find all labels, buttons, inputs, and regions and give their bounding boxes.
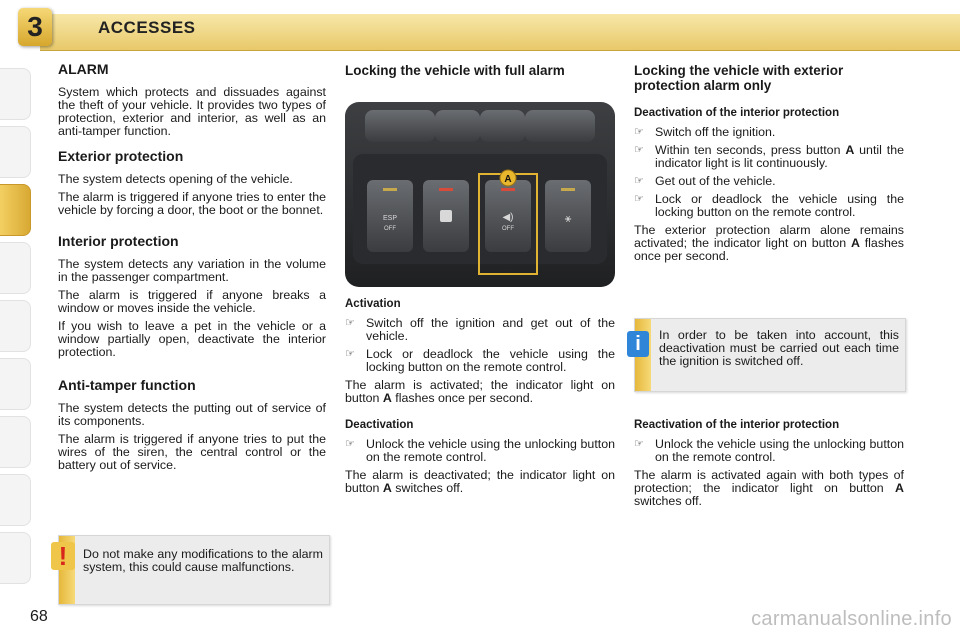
side-tab[interactable] bbox=[0, 126, 31, 178]
side-tab[interactable] bbox=[0, 416, 31, 468]
pointing-hand-bullet-icon: ☞ bbox=[634, 438, 644, 450]
interior-text-2: The alarm is triggered if anyone breaks a window or moves inside the vehicle. bbox=[58, 288, 326, 315]
alarm-speaker-icon: ◀) bbox=[502, 212, 514, 223]
deactivation-interior-heading: Deactivation of the interior protection bbox=[634, 107, 840, 119]
pointing-hand-bullet-icon: ☞ bbox=[345, 317, 355, 329]
warning-exclamation-icon: ! bbox=[51, 542, 75, 570]
alarm-intro: System which protects and dissuades against the theft of your vehicle. It provides two types of protection, exterior and interior, as well as an anti-tamper function. bbox=[58, 85, 326, 138]
side-tab[interactable] bbox=[0, 474, 31, 526]
side-tab[interactable] bbox=[0, 300, 31, 352]
deact-result: The exterior protection alarm alone remains activated; the indicator light on button A flashes once per second. bbox=[634, 223, 904, 263]
info-i-icon: i bbox=[627, 331, 649, 357]
exterior-text-1: The system detects opening of the vehicle. bbox=[58, 172, 293, 186]
full-alarm-heading: Locking the vehicle with full alarm bbox=[345, 63, 565, 78]
deact-step-1: ☞ Switch off the ignition. bbox=[634, 125, 776, 139]
side-tab[interactable] bbox=[0, 242, 31, 294]
deact-step-2: ☞ Within ten seconds, press button A until the indicator light is lit continuously. bbox=[634, 143, 904, 170]
top-button-recirculation bbox=[480, 110, 525, 142]
deact-step-4: ☞ Lock or deadlock the vehicle using the locking button on the remote control. bbox=[634, 192, 904, 219]
pointing-hand-bullet-icon: ☞ bbox=[634, 126, 644, 138]
interior-heading: Interior protection bbox=[58, 233, 179, 249]
deact-step-3: ☞ Get out of the vehicle. bbox=[634, 174, 776, 188]
activation-step-1: ☞ Switch off the ignition and get out of the vehicle. bbox=[345, 316, 615, 343]
column-middle-lower bbox=[345, 298, 615, 500]
warning-callout bbox=[58, 535, 330, 605]
chapter-number-badge: 3 bbox=[18, 8, 52, 46]
exterior-heading: Exterior protection bbox=[58, 148, 184, 164]
alarm-heading: ALARM bbox=[58, 61, 109, 77]
section-title: ACCESSES bbox=[98, 18, 196, 37]
top-button-fan bbox=[435, 110, 480, 142]
pointing-hand-bullet-icon: ☞ bbox=[345, 438, 355, 450]
interior-text-1: The system detects any variation in the volume in the passenger compartment. bbox=[58, 257, 326, 284]
column-middle bbox=[345, 63, 615, 87]
info-text: In order to be taken into account, this deactivation must be carried out each time the ignition is switched off. bbox=[659, 328, 899, 368]
reactivation-heading: Reactivation of the interior protection bbox=[634, 419, 840, 431]
pointing-hand-bullet-icon: ☞ bbox=[345, 348, 355, 360]
warning-text: Do not make any modifications to the alarm system, this could cause malfunctions. bbox=[83, 547, 323, 574]
watermark: carmanualsonline.info bbox=[751, 608, 952, 630]
padlock-icon bbox=[440, 210, 452, 222]
pointing-hand-bullet-icon: ☞ bbox=[634, 175, 644, 187]
pointing-hand-bullet-icon: ☞ bbox=[634, 193, 644, 205]
page-number: 68 bbox=[30, 608, 48, 625]
deactivation-heading: Deactivation bbox=[345, 419, 414, 431]
antitamper-text-1: The system detects the putting out of service of its components. bbox=[58, 401, 326, 428]
exterior-text-2: The alarm is triggered if anyone tries to enter the vehicle by forcing a door, the boot or the bonnet. bbox=[58, 190, 326, 217]
column-left bbox=[58, 63, 326, 477]
react-step-1: ☞ Unlock the vehicle using the unlocking button on the remote control. bbox=[634, 437, 904, 464]
button-a-label: A bbox=[504, 174, 512, 185]
react-result: The alarm is activated again with both types of protection; the indicator light on button A switches off. bbox=[634, 468, 904, 508]
side-tab-active[interactable] bbox=[0, 184, 31, 236]
antitamper-heading: Anti-tamper function bbox=[58, 377, 196, 393]
exterior-alarm-heading: Locking the vehicle with exterior protection alarm only bbox=[634, 63, 844, 93]
interior-text-3: If you wish to leave a pet in the vehicle or a window partially open, deactivate the interior protection. bbox=[58, 319, 326, 359]
activation-heading: Activation bbox=[345, 298, 401, 310]
esp-label: ESP bbox=[382, 215, 398, 222]
alarm-off-label: OFF bbox=[502, 226, 514, 232]
side-tab[interactable] bbox=[0, 68, 31, 120]
alarm-button-panel-illustration bbox=[345, 102, 615, 287]
esp-off-label: OFF bbox=[384, 226, 396, 232]
deactivation-result: The alarm is deactivated; the indicator light on button A switches off. bbox=[345, 468, 615, 495]
top-button-defrost bbox=[365, 110, 435, 142]
antitamper-text-2: The alarm is triggered if anyone tries to put the wires of the siren, the central control or the battery out of service. bbox=[58, 432, 326, 472]
activation-result: The alarm is activated; the indicator light on button A flashes once per second. bbox=[345, 378, 615, 405]
pointing-hand-bullet-icon: ☞ bbox=[634, 144, 644, 156]
column-right bbox=[634, 63, 904, 268]
activation-step-2: ☞ Lock or deadlock the vehicle using the locking button on the remote control. bbox=[345, 347, 615, 374]
deactivation-step-1: ☞ Unlock the vehicle using the unlocking button on the remote control. bbox=[345, 437, 615, 464]
column-right-lower bbox=[634, 419, 904, 513]
top-button-rear-defrost bbox=[525, 110, 595, 142]
side-tab[interactable] bbox=[0, 532, 31, 584]
child-lock-icon: ⚹ bbox=[564, 213, 572, 225]
panel-svg bbox=[345, 102, 615, 287]
side-tab[interactable] bbox=[0, 358, 31, 410]
info-callout bbox=[634, 318, 906, 392]
